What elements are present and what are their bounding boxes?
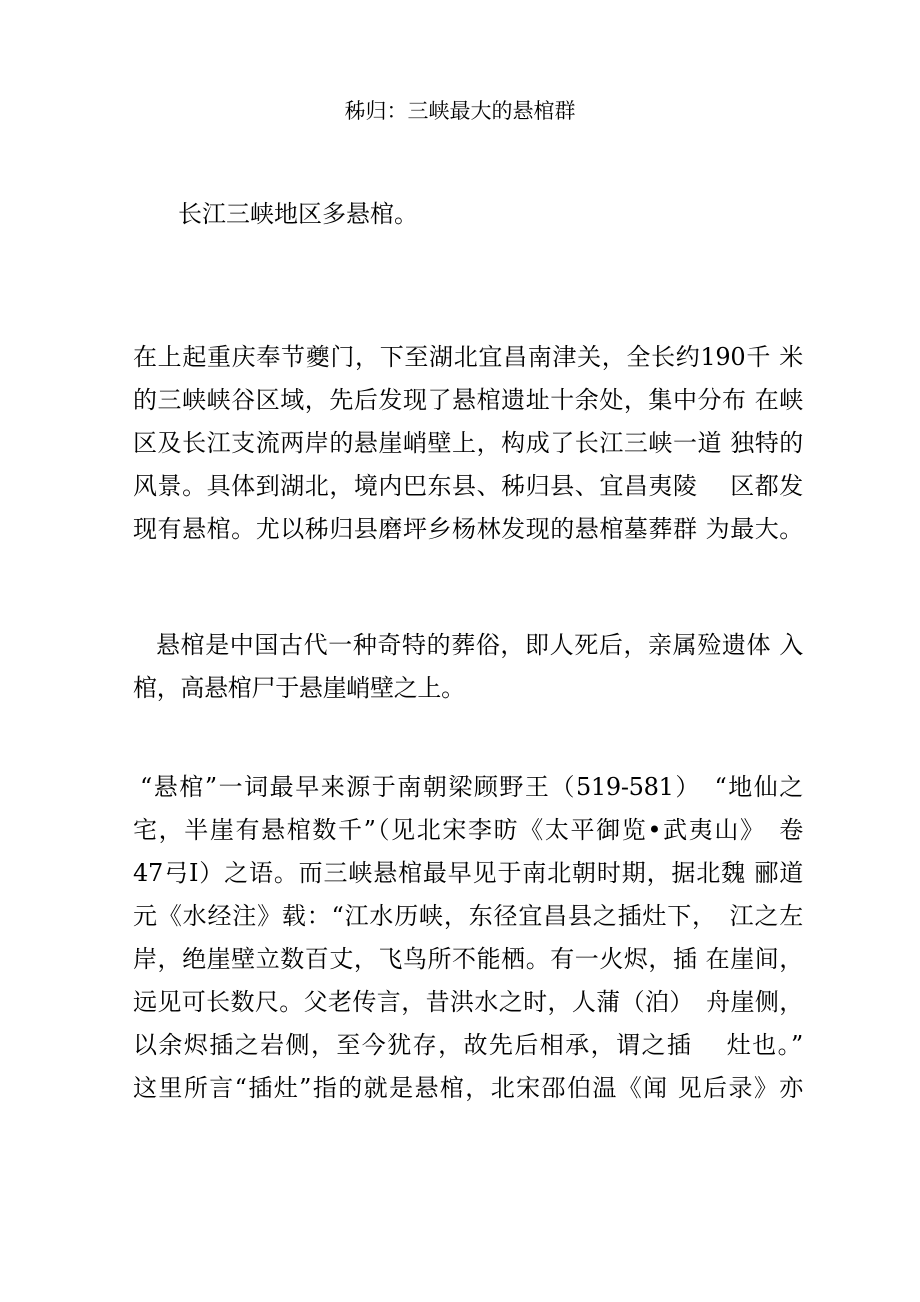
paragraph-line: 棺，高悬棺尸于悬崖峭壁之上。 bbox=[133, 674, 465, 702]
paragraph-line: 元《水经注》载：“江水历峡，东径宜昌县之插灶下， 江之左 bbox=[133, 902, 803, 930]
paragraph-line: 远见可长数尺。父老传言，昔洪水之时，人蒲（泊） 舟崖侧， bbox=[133, 988, 803, 1016]
paragraph-line: 的三峡峡谷区域，先后发现了悬棺遗址十余处，集中分布 在峡 bbox=[133, 386, 803, 414]
intro-line: 长江三峡地区多悬棺。 bbox=[178, 200, 418, 228]
document-title: 秭归：三峡最大的悬棺群 bbox=[344, 99, 576, 123]
paragraph-1 bbox=[133, 336, 803, 551]
paragraph-line: “悬棺”一词最早来源于南朝梁顾野王（519-581） “地仙之 bbox=[140, 773, 803, 801]
paragraph-line: 岸，绝崖壁立数百丈，飞鸟所不能栖。有一火烬，插 在崖间， bbox=[133, 945, 803, 973]
paragraph-line: 区及长江支流两岸的悬崖峭壁上，构成了长江三峡一道 独特的 bbox=[133, 429, 803, 457]
paragraph-line: 以余烬插之岩侧，至今犹存，故先后相承，谓之插 灶也。” bbox=[133, 1031, 803, 1059]
paragraph-line: 这里所言“插灶”指的就是悬棺，北宋邵伯温《闻 见后录》亦 bbox=[133, 1074, 803, 1102]
paragraph-2 bbox=[133, 624, 803, 710]
paragraph-3 bbox=[133, 766, 803, 1110]
paragraph-line: 47弓I）之语。而三峡悬棺最早见于南北朝时期，据北魏 郦道 bbox=[133, 859, 803, 887]
paragraph-line: 悬棺是中国古代一种奇特的葬俗，即人死后，亲属殓遗体 入 bbox=[156, 631, 803, 659]
paragraph-line: 在上起重庆奉节夔门，下至湖北宜昌南津关，全长约190千 米 bbox=[133, 343, 803, 371]
paragraph-line: 风景。具体到湖北，境内巴东县、秭归县、宜昌夷陵 区都发 bbox=[133, 472, 803, 500]
paragraph-line: 宅，半崖有悬棺数千”（见北宋李昉《太平御览•武夷山》 卷 bbox=[133, 816, 803, 844]
paragraph-line: 现有悬棺。尤以秭归县磨坪乡杨林发现的悬棺墓葬群 为最大。 bbox=[133, 515, 803, 543]
